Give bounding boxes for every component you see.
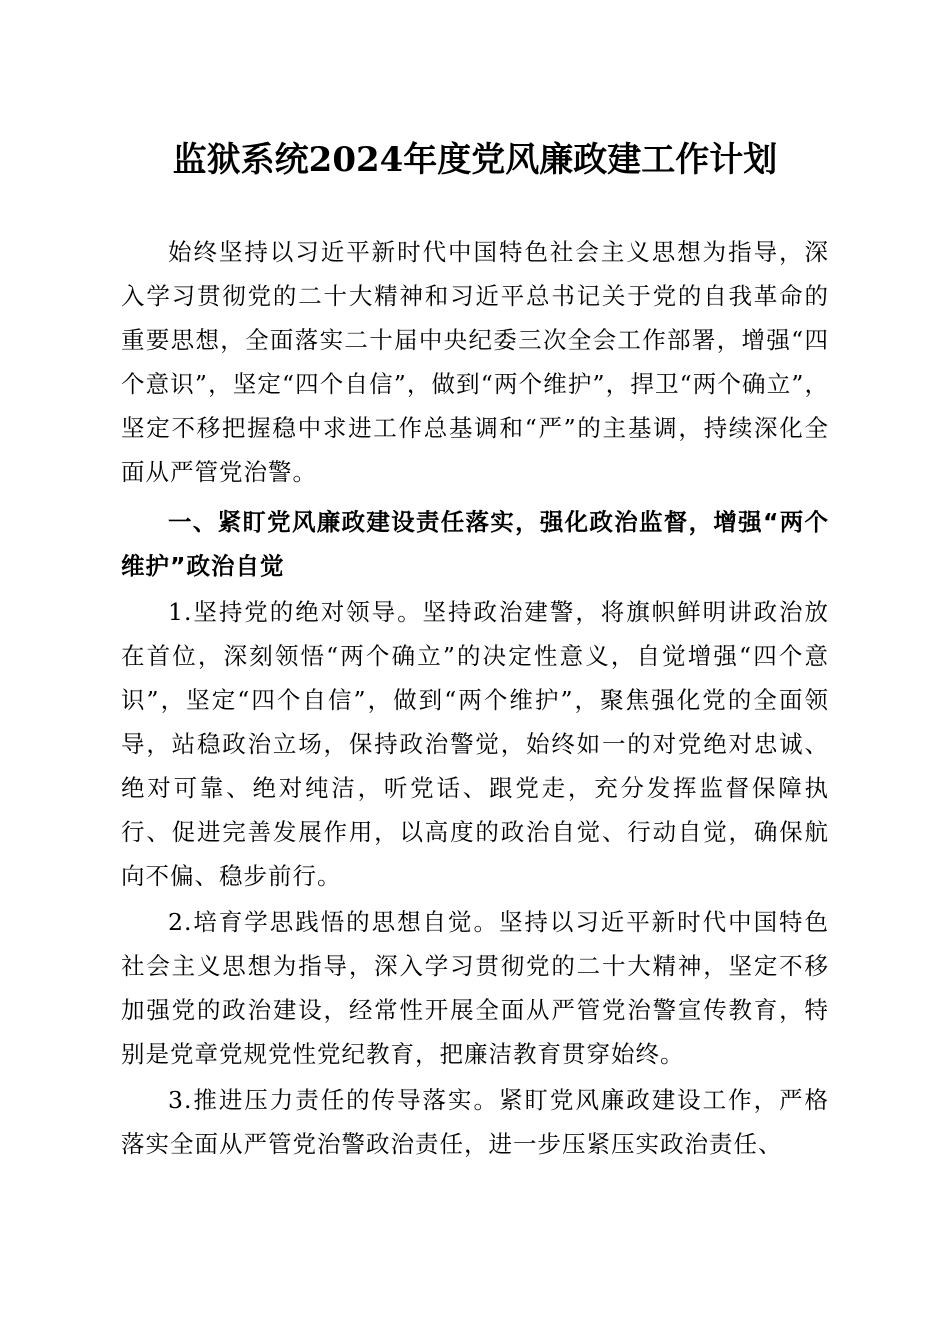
item-paragraph-1: 1.坚持党的绝对领导。坚持政治建警，将旗帜鲜明讲政治放在首位，深刻领悟“两个确立”的决定性意义，自觉增强“四个意识”，坚定“四个自信”，做到“两个维护”，聚焦强化党的全面领导，站稳政治立场，保持政治警觉，始终如一的对党绝对忠诚、绝对可靠、绝对纯洁，听党话、跟党走，充分发挥监督保障执行、促进完善发展作用，以高度的政治自觉、行动自觉，确保航向不偏、稳步前行。 bbox=[121, 598, 829, 890]
item-paragraph-3: 3.推进压力责任的传导落实。紧盯党风廉政建设工作，严格落实全面从严管党治警政治责任，进一步压紧压实政治责任、 bbox=[121, 1086, 829, 1158]
section-heading: 一、紧盯党风廉政建设责任落实，强化政治监督，增强“两个维护”政治自觉 bbox=[121, 508, 829, 580]
intro-paragraph: 始终坚持以习近平新时代中国特色社会主义思想为指导，深入学习贯彻党的二十大精神和习近平总书记关于党的自我革命的重要思想，全面落实二十届中央纪委三次全会工作部署，增强“四个意识”，坚定“四个自信”，做到“两个维护”，捍卫“两个确立”，坚定不移把握稳中求进工作总基调和“严”的主基调，持续深化全面从严管党治警。 bbox=[121, 238, 829, 486]
item-paragraph-2: 2.培育学思践悟的思想自觉。坚持以习近平新时代中国特色社会主义思想为指导，深入学习贯彻党的二十大精神，坚定不移加强党的政治建设，经常性开展全面从严管党治警宣传教育，特别是党章党规党性党纪教育，把廉洁教育贯穿始终。 bbox=[121, 908, 829, 1068]
document-title: 监狱系统2024年度党风廉政建工作计划 bbox=[172, 140, 778, 180]
